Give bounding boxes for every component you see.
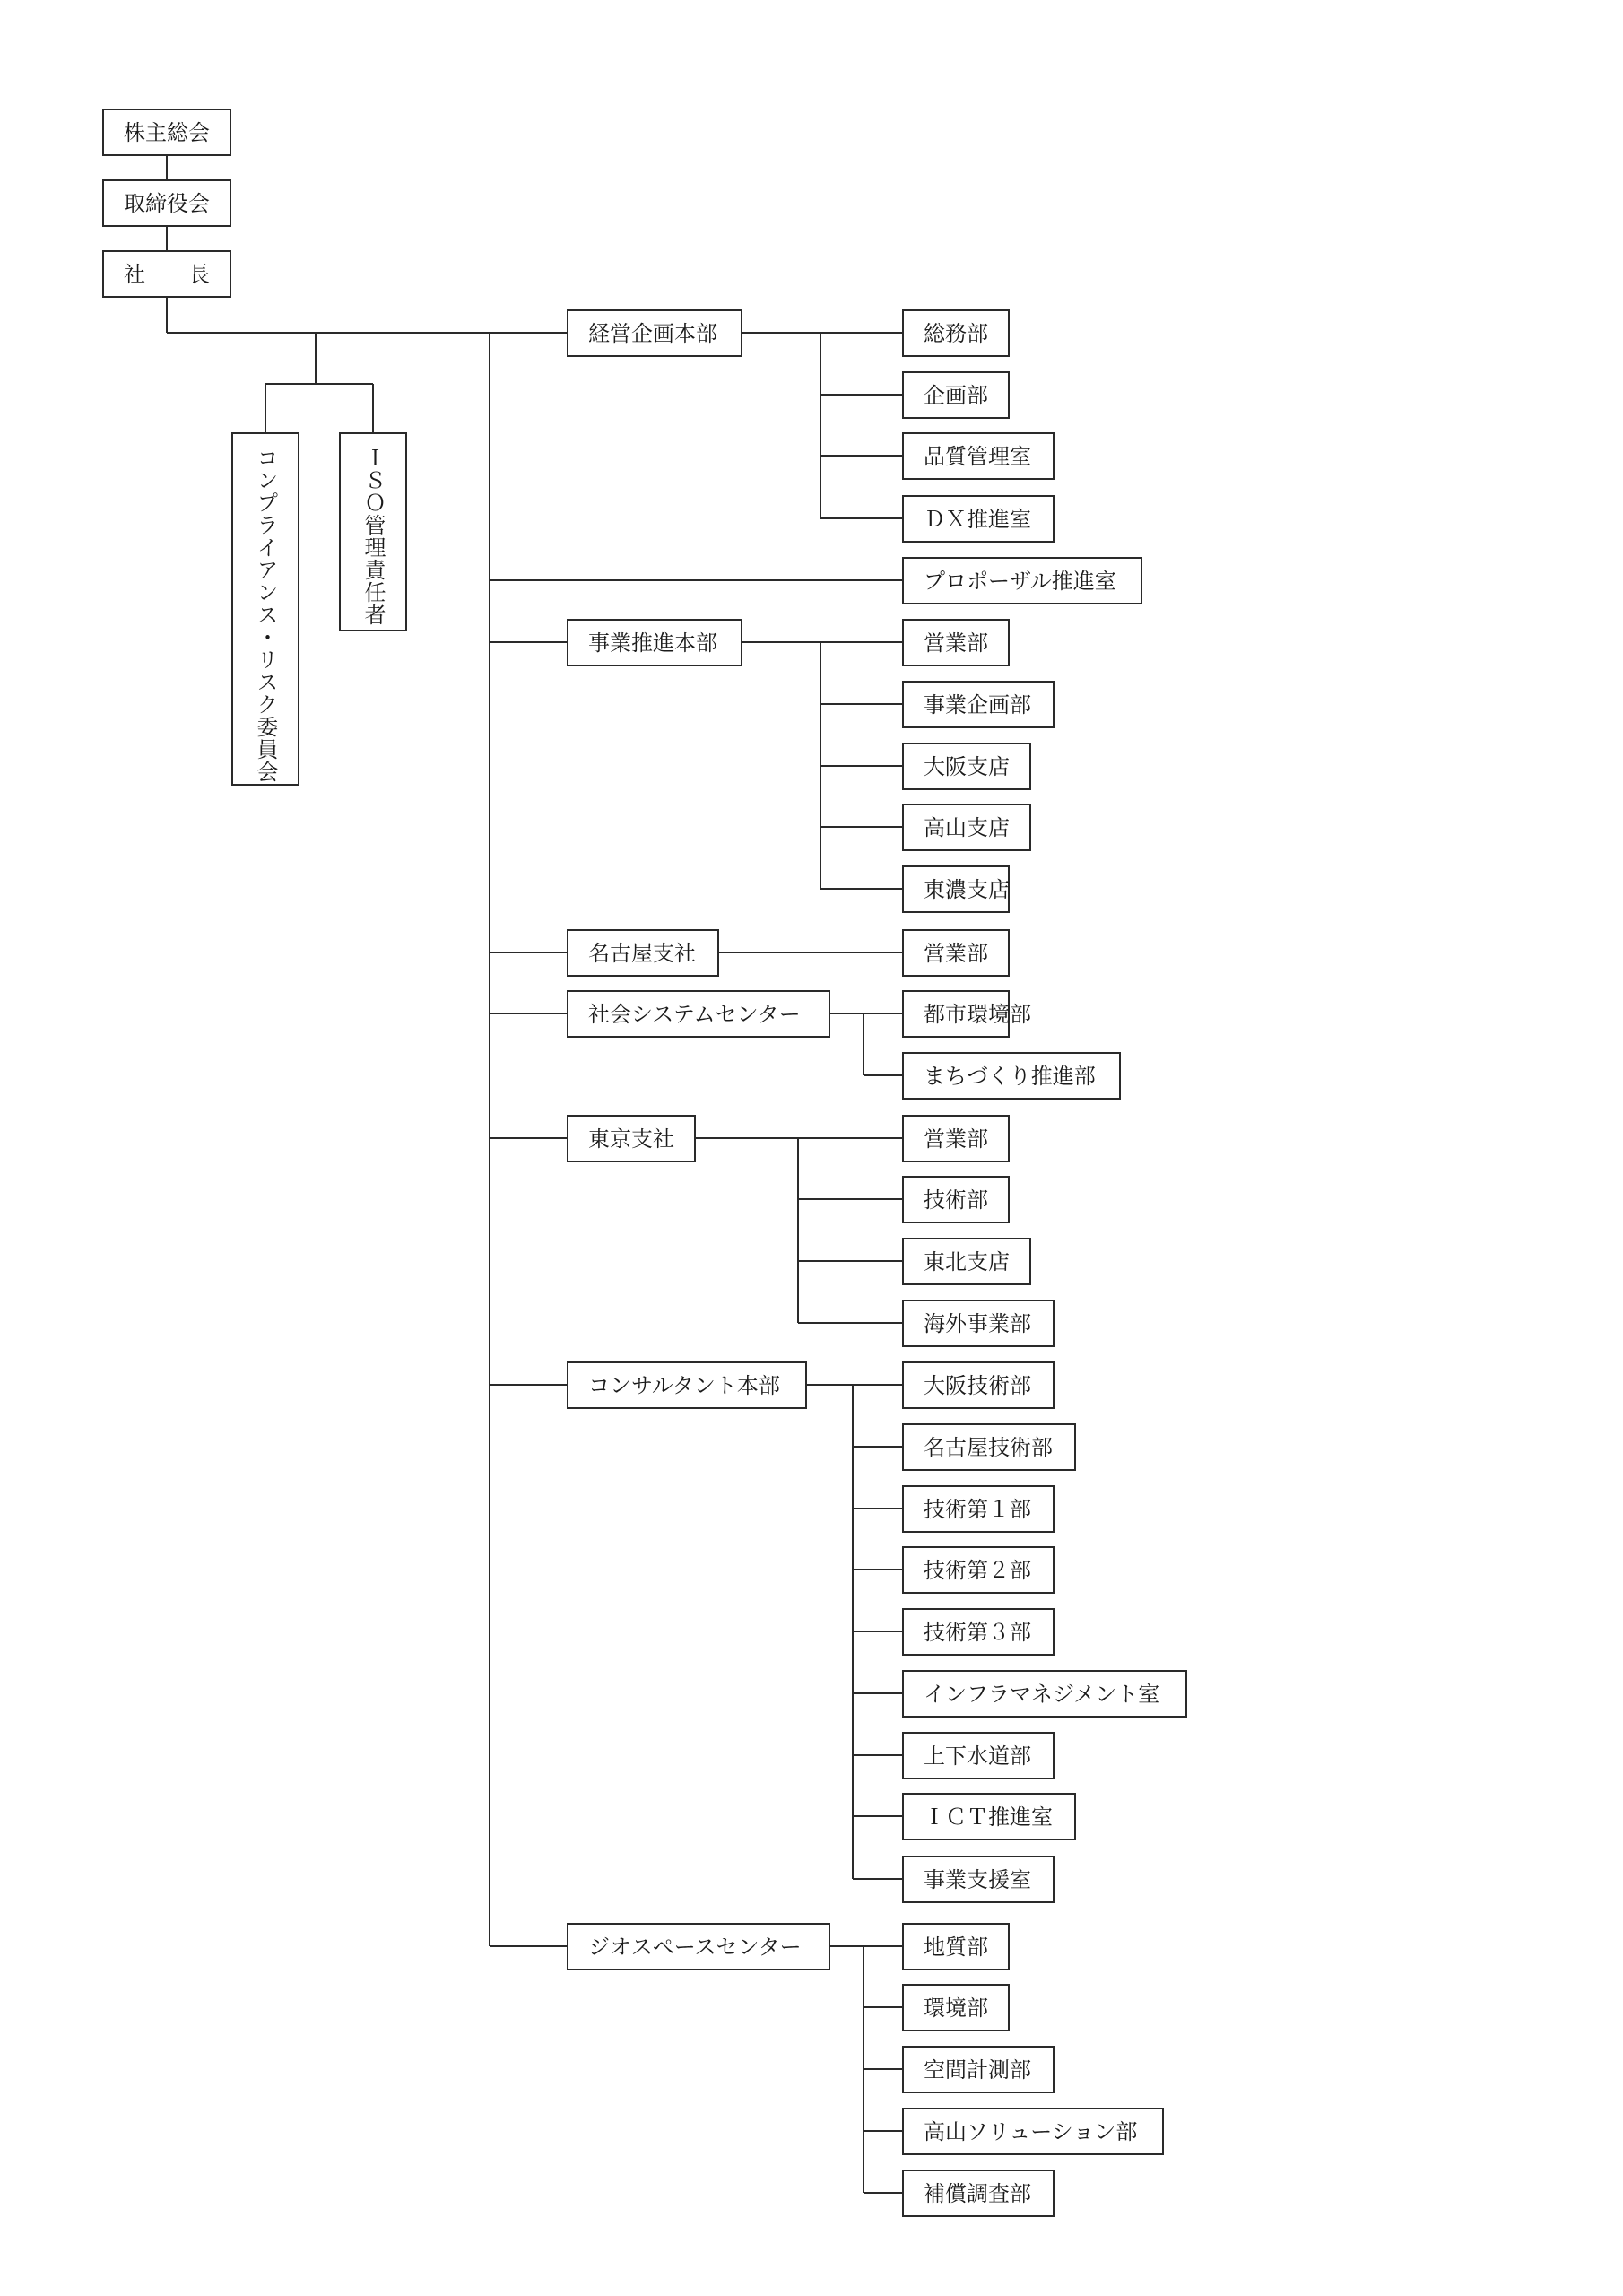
division-7-unit-7: 上下水道部	[902, 1732, 1055, 1779]
division-8-unit-1: 地質部	[902, 1923, 1010, 1970]
division-5-unit-1: 都市環境部	[902, 990, 1010, 1038]
division-7-unit-9: 事業支援室	[902, 1856, 1055, 1903]
division-7-unit-8: ＩＣＴ推進室	[902, 1793, 1076, 1840]
division-5: 社会システムセンター	[567, 990, 830, 1038]
division-1-unit-1: 総務部	[902, 309, 1010, 357]
division-7-unit-4: 技術第２部	[902, 1546, 1055, 1594]
node-compliance-committee: コンプライアンス・リスク委員会	[231, 432, 299, 786]
division-8: ジオスペースセンター	[567, 1923, 830, 1970]
division-4: 名古屋支社	[567, 929, 719, 977]
division-6: 東京支社	[567, 1115, 696, 1162]
division-6-unit-2: 技術部	[902, 1176, 1010, 1223]
division-1-unit-2: 企画部	[902, 371, 1010, 419]
node-board: 取締役会	[102, 179, 231, 227]
division-7-unit-1: 大阪技術部	[902, 1361, 1055, 1409]
division-3-unit-5: 東濃支店	[902, 865, 1010, 913]
division-5-unit-2: まちづくり推進部	[902, 1052, 1121, 1100]
division-7-unit-3: 技術第１部	[902, 1485, 1055, 1533]
division-7-unit-6: インフラマネジメント室	[902, 1670, 1187, 1718]
division-3-unit-4: 高山支店	[902, 804, 1031, 851]
division-1-unit-4: ＤＸ推進室	[902, 495, 1055, 543]
division-6-unit-3: 東北支店	[902, 1238, 1031, 1285]
division-8-unit-4: 高山ソリューション部	[902, 2108, 1164, 2155]
division-8-unit-3: 空間計測部	[902, 2046, 1055, 2093]
division-3: 事業推進本部	[567, 619, 742, 666]
division-3-unit-3: 大阪支店	[902, 743, 1031, 790]
division-3-unit-2: 事業企画部	[902, 681, 1055, 728]
division-8-unit-2: 環境部	[902, 1984, 1010, 2031]
division-8-unit-5: 補償調査部	[902, 2170, 1055, 2217]
division-7-unit-2: 名古屋技術部	[902, 1423, 1076, 1471]
division-4-unit-1: 営業部	[902, 929, 1010, 977]
node-president: 社 長	[102, 250, 231, 298]
division-7: コンサルタント本部	[567, 1361, 807, 1409]
division-6-unit-1: 営業部	[902, 1115, 1010, 1162]
division-7-unit-5: 技術第３部	[902, 1608, 1055, 1656]
division-6-unit-4: 海外事業部	[902, 1300, 1055, 1347]
node-iso-manager: ＩＳＯ管理責任者	[339, 432, 407, 631]
division-1-unit-3: 品質管理室	[902, 432, 1055, 480]
division-3-unit-1: 営業部	[902, 619, 1010, 666]
division-1: 経営企画本部	[567, 309, 742, 357]
division-2: プロポーザル推進室	[902, 557, 1142, 604]
node-shareholders: 株主総会	[102, 109, 231, 156]
